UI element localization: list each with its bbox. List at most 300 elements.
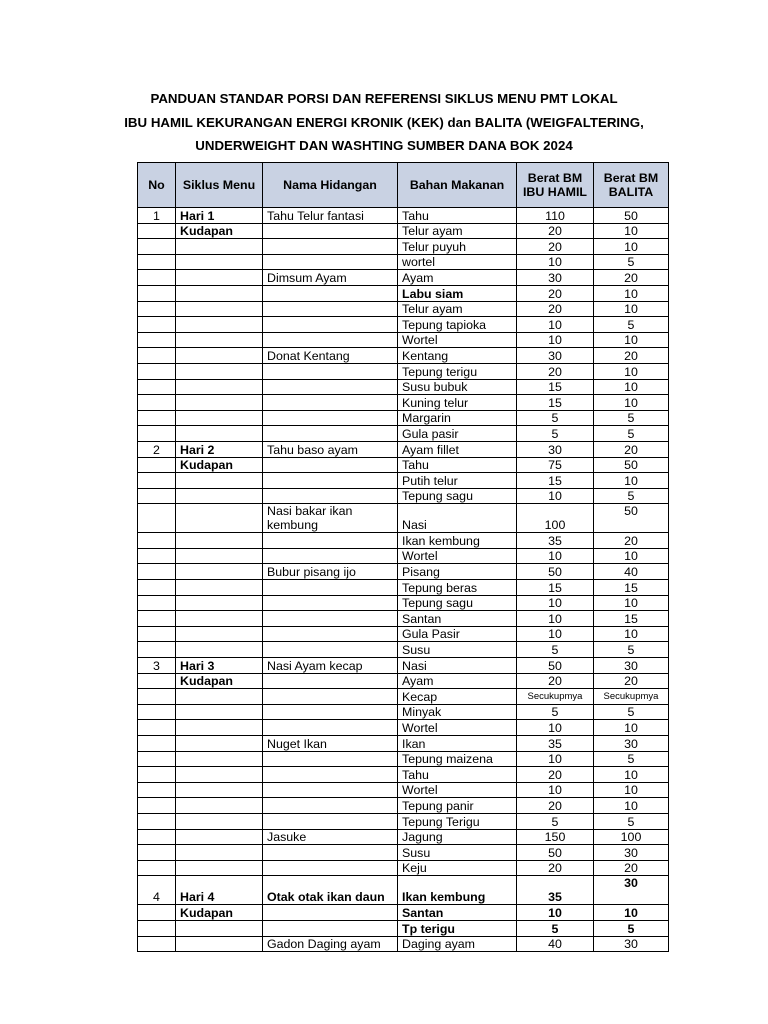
cell-bahan: wortel [398,254,517,270]
table-row [138,363,669,379]
cell-berat-balita: 10 [594,767,669,783]
cell-bahan: Ayam fillet [398,441,517,457]
cell-berat-balita: 30 [594,936,669,952]
cell-berat-balita: 30 [594,876,669,905]
cell-no [138,317,176,333]
cell-hidangan: Tahu baso ayam [263,441,398,457]
cell-berat-ibu: 30 [517,270,594,286]
cell-siklus [176,767,263,783]
table-row [138,223,669,239]
cell-siklus [176,504,263,533]
cell-hidangan [263,254,398,270]
cell-no [138,936,176,952]
cell-berat-balita: 100 [594,829,669,845]
cell-no: 1 [138,208,176,224]
cell-berat-balita: 10 [594,473,669,489]
table-row [138,767,669,783]
cell-hidangan: Gadon Daging ayam [263,936,398,952]
cell-no [138,595,176,611]
cell-siklus [176,488,263,504]
cell-berat-balita: 40 [594,564,669,580]
cell-bahan: Tepung sagu [398,595,517,611]
cell-bahan: Putih telur [398,473,517,489]
cell-bahan: Telur puyuh [398,239,517,255]
cell-no [138,673,176,689]
cell-siklus [176,751,263,767]
cell-berat-ibu: 10 [517,332,594,348]
cell-berat-balita: 20 [594,673,669,689]
cell-hidangan [263,410,398,426]
cell-bahan: Minyak [398,704,517,720]
cell-hidangan [263,704,398,720]
cell-berat-balita: 5 [594,751,669,767]
cell-hidangan [263,457,398,473]
cell-berat-balita: 10 [594,301,669,317]
cell-berat-balita: 5 [594,704,669,720]
cell-berat-balita: 10 [594,798,669,814]
cell-bahan: Tepung panir [398,798,517,814]
cell-no [138,689,176,705]
cell-hidangan [263,611,398,627]
cell-bahan: Keju [398,860,517,876]
cell-hidangan [263,239,398,255]
table-header-row [138,163,669,208]
cell-berat-ibu: 15 [517,379,594,395]
table-row [138,239,669,255]
cell-siklus [176,564,263,580]
table-row [138,736,669,752]
cell-berat-balita: 5 [594,920,669,936]
cell-berat-balita: 20 [594,860,669,876]
table-row [138,504,669,533]
cell-berat-ibu: 20 [517,285,594,301]
cell-bahan: Ikan [398,736,517,752]
cell-siklus: Kudapan [176,457,263,473]
cell-hidangan [263,317,398,333]
cell-berat-balita: 20 [594,441,669,457]
cell-bahan: Tepung terigu [398,363,517,379]
cell-hidangan: Nasi bakar ikan kembung [263,504,398,533]
cell-no [138,580,176,596]
cell-berat-balita: 20 [594,533,669,549]
cell-hidangan [263,813,398,829]
cell-hidangan [263,720,398,736]
cell-berat-ibu: 30 [517,441,594,457]
cell-no [138,767,176,783]
cell-no [138,704,176,720]
cell-bahan: Wortel [398,720,517,736]
cell-bahan: Tepung sagu [398,488,517,504]
cell-siklus [176,317,263,333]
table-row [138,813,669,829]
header-bahan-makanan: Bahan Makanan [398,163,517,208]
table-row [138,548,669,564]
cell-berat-ibu: 20 [517,363,594,379]
cell-siklus [176,782,263,798]
cell-berat-ibu: 5 [517,920,594,936]
cell-no [138,457,176,473]
cell-hidangan [263,580,398,596]
cell-hidangan: Jasuke [263,829,398,845]
cell-siklus [176,626,263,642]
cell-hidangan [263,767,398,783]
table-row [138,936,669,952]
cell-berat-balita: 5 [594,642,669,658]
cell-siklus [176,332,263,348]
cell-bahan: Tp terigu [398,920,517,936]
cell-no [138,363,176,379]
cell-bahan: Telur ayam [398,301,517,317]
cell-siklus [176,379,263,395]
cell-bahan: Tepung beras [398,580,517,596]
table-row [138,642,669,658]
cell-bahan: Ayam [398,673,517,689]
cell-no [138,348,176,364]
cell-berat-ibu: 35 [517,533,594,549]
cell-hidangan [263,782,398,798]
cell-bahan: Tepung maizena [398,751,517,767]
cell-berat-balita: 10 [594,720,669,736]
cell-berat-ibu: 10 [517,611,594,627]
cell-no [138,798,176,814]
cell-hidangan: Dimsum Ayam [263,270,398,286]
cell-siklus [176,736,263,752]
cell-berat-balita: 10 [594,626,669,642]
cell-berat-ibu: 10 [517,254,594,270]
cell-no [138,270,176,286]
cell-berat-ibu: 15 [517,473,594,489]
cell-berat-balita: 10 [594,548,669,564]
cell-hidangan [263,223,398,239]
header-berat-ibu-hamil: Berat BM IBU HAMIL [517,163,594,208]
cell-no [138,254,176,270]
cell-bahan: Nasi [398,504,517,533]
cell-berat-ibu: 10 [517,782,594,798]
table-row [138,254,669,270]
cell-siklus [176,548,263,564]
cell-hidangan [263,798,398,814]
table-row [138,426,669,442]
cell-berat-balita: 5 [594,488,669,504]
cell-berat-ibu: 20 [517,301,594,317]
cell-siklus: Hari 4 [176,876,263,905]
table-row [138,379,669,395]
cell-bahan: Daging ayam [398,936,517,952]
table-row [138,208,669,224]
table-row [138,860,669,876]
cell-berat-balita: 20 [594,348,669,364]
cell-berat-ibu: 75 [517,457,594,473]
cell-berat-balita: 5 [594,813,669,829]
cell-bahan: Wortel [398,782,517,798]
cell-hidangan [263,595,398,611]
cell-no [138,473,176,489]
cell-berat-balita: 5 [594,317,669,333]
document-title-line-3: UNDERWEIGHT DAN WASHTING SUMBER DANA BOK 2024 [195,138,573,153]
cell-hidangan [263,379,398,395]
cell-berat-ibu: 15 [517,580,594,596]
cell-hidangan: Donat Kentang [263,348,398,364]
cell-bahan: Ayam [398,270,517,286]
cell-berat-balita: 10 [594,782,669,798]
cell-berat-balita: 50 [594,504,669,533]
cell-no [138,395,176,411]
cell-hidangan [263,689,398,705]
cell-berat-ibu: 20 [517,673,594,689]
cell-hidangan [263,548,398,564]
cell-siklus [176,363,263,379]
cell-hidangan [263,845,398,861]
cell-no [138,332,176,348]
cell-siklus: Kudapan [176,905,263,921]
table-row [138,395,669,411]
cell-siklus [176,920,263,936]
table-row [138,270,669,286]
cell-bahan: Santan [398,905,517,921]
cell-berat-balita: 10 [594,595,669,611]
cell-siklus [176,704,263,720]
cell-berat-ibu: 50 [517,658,594,674]
cell-hidangan: Nuget Ikan [263,736,398,752]
cell-no [138,642,176,658]
cell-hidangan [263,363,398,379]
cell-berat-ibu: 100 [517,504,594,533]
table-row [138,673,669,689]
cell-hidangan [263,905,398,921]
cell-hidangan [263,473,398,489]
cell-berat-ibu: 50 [517,845,594,861]
cell-no [138,751,176,767]
cell-hidangan [263,920,398,936]
cell-no [138,920,176,936]
cell-hidangan [263,860,398,876]
cell-berat-balita: 15 [594,580,669,596]
cell-no [138,860,176,876]
cell-berat-balita: 10 [594,379,669,395]
cell-bahan: Jagung [398,829,517,845]
table-row [138,488,669,504]
table-row [138,720,669,736]
cell-bahan: Wortel [398,548,517,564]
cell-no: 3 [138,658,176,674]
cell-no [138,813,176,829]
cell-no [138,488,176,504]
cell-no: 4 [138,876,176,905]
cell-berat-ibu: 15 [517,395,594,411]
cell-berat-ibu: 35 [517,736,594,752]
cell-no [138,626,176,642]
cell-berat-balita: 30 [594,845,669,861]
cell-berat-ibu: 35 [517,876,594,905]
cell-berat-balita: 10 [594,239,669,255]
cell-no [138,736,176,752]
cell-berat-ibu: 20 [517,223,594,239]
menu-portion-table [137,162,669,952]
cell-siklus [176,580,263,596]
table-row [138,533,669,549]
cell-hidangan [263,426,398,442]
cell-no [138,845,176,861]
cell-no [138,379,176,395]
cell-hidangan [263,332,398,348]
cell-berat-ibu: Secukupmya [517,689,594,705]
cell-siklus: Hari 2 [176,441,263,457]
cell-siklus [176,829,263,845]
cell-berat-ibu: 10 [517,720,594,736]
cell-berat-ibu: 10 [517,595,594,611]
table-row [138,845,669,861]
cell-hidangan: Tahu Telur fantasi [263,208,398,224]
table-row [138,920,669,936]
cell-no [138,611,176,627]
cell-no [138,782,176,798]
cell-hidangan [263,626,398,642]
cell-siklus: Hari 3 [176,658,263,674]
cell-berat-ibu: 10 [517,751,594,767]
cell-siklus [176,254,263,270]
cell-siklus: Kudapan [176,223,263,239]
cell-siklus [176,860,263,876]
cell-hidangan [263,488,398,504]
cell-no [138,239,176,255]
cell-no [138,905,176,921]
cell-no [138,504,176,533]
document-title-line-1: PANDUAN STANDAR PORSI DAN REFERENSI SIKLUS MENU PMT LOKAL [150,91,618,106]
cell-siklus [176,642,263,658]
cell-berat-ibu: 20 [517,860,594,876]
table-row [138,564,669,580]
table-row [138,782,669,798]
cell-bahan: Nasi [398,658,517,674]
cell-siklus [176,936,263,952]
cell-berat-balita: 50 [594,208,669,224]
cell-no [138,564,176,580]
cell-siklus: Kudapan [176,673,263,689]
cell-berat-balita: 5 [594,426,669,442]
cell-siklus [176,410,263,426]
cell-no [138,720,176,736]
cell-bahan: Susu bubuk [398,379,517,395]
cell-bahan: Telur ayam [398,223,517,239]
cell-bahan: Gula Pasir [398,626,517,642]
cell-siklus [176,285,263,301]
cell-berat-balita: 20 [594,270,669,286]
cell-berat-ibu: 150 [517,829,594,845]
cell-berat-balita: 10 [594,363,669,379]
cell-bahan: Kentang [398,348,517,364]
cell-bahan: Tahu [398,767,517,783]
table-row [138,595,669,611]
table-row [138,611,669,627]
cell-berat-ibu: 10 [517,317,594,333]
cell-bahan: Tahu [398,457,517,473]
cell-bahan: Tepung tapioka [398,317,517,333]
cell-berat-ibu: 5 [517,704,594,720]
cell-hidangan: Otak otak ikan daun [263,876,398,905]
cell-bahan: Ikan kembung [398,533,517,549]
cell-bahan: Pisang [398,564,517,580]
cell-berat-balita: 5 [594,410,669,426]
cell-siklus [176,845,263,861]
cell-no [138,533,176,549]
cell-berat-ibu: 10 [517,905,594,921]
cell-berat-ibu: 20 [517,239,594,255]
cell-bahan: Susu [398,642,517,658]
cell-siklus [176,595,263,611]
cell-bahan: Ikan kembung [398,876,517,905]
table-row [138,751,669,767]
cell-no [138,829,176,845]
table-row [138,301,669,317]
cell-siklus [176,301,263,317]
cell-siklus [176,270,263,286]
cell-berat-ibu: 50 [517,564,594,580]
cell-hidangan [263,301,398,317]
cell-no [138,301,176,317]
table-row [138,905,669,921]
cell-berat-ibu: 110 [517,208,594,224]
cell-bahan: Gula pasir [398,426,517,442]
cell-no [138,223,176,239]
header-siklus-menu: Siklus Menu [176,163,263,208]
cell-berat-balita: 10 [594,223,669,239]
cell-berat-balita: 15 [594,611,669,627]
header-no: No [138,163,176,208]
cell-berat-balita: 10 [594,285,669,301]
cell-hidangan [263,285,398,301]
cell-siklus [176,348,263,364]
cell-siklus [176,689,263,705]
cell-berat-ibu: 30 [517,348,594,364]
cell-siklus [176,426,263,442]
cell-siklus [176,533,263,549]
table-row [138,829,669,845]
cell-no [138,426,176,442]
cell-berat-ibu: 40 [517,936,594,952]
cell-bahan: Susu [398,845,517,861]
cell-berat-ibu: 5 [517,426,594,442]
cell-siklus [176,611,263,627]
cell-siklus [176,239,263,255]
cell-berat-balita: Secukupmya [594,689,669,705]
cell-berat-ibu: 10 [517,488,594,504]
cell-hidangan [263,642,398,658]
table-row [138,317,669,333]
cell-hidangan [263,533,398,549]
table-row [138,704,669,720]
table-row [138,689,669,705]
cell-berat-ibu: 5 [517,410,594,426]
table-row [138,580,669,596]
cell-bahan: Margarin [398,410,517,426]
cell-hidangan [263,673,398,689]
cell-berat-balita: 30 [594,658,669,674]
cell-siklus [176,813,263,829]
cell-bahan: Tahu [398,208,517,224]
table-row [138,441,669,457]
cell-berat-balita: 50 [594,457,669,473]
cell-siklus [176,720,263,736]
cell-no: 2 [138,441,176,457]
cell-berat-ibu: 20 [517,767,594,783]
cell-bahan: Kecap [398,689,517,705]
cell-hidangan [263,751,398,767]
table-row [138,285,669,301]
cell-berat-balita: 10 [594,395,669,411]
cell-no [138,285,176,301]
cell-hidangan: Bubur pisang ijo [263,564,398,580]
cell-no [138,410,176,426]
